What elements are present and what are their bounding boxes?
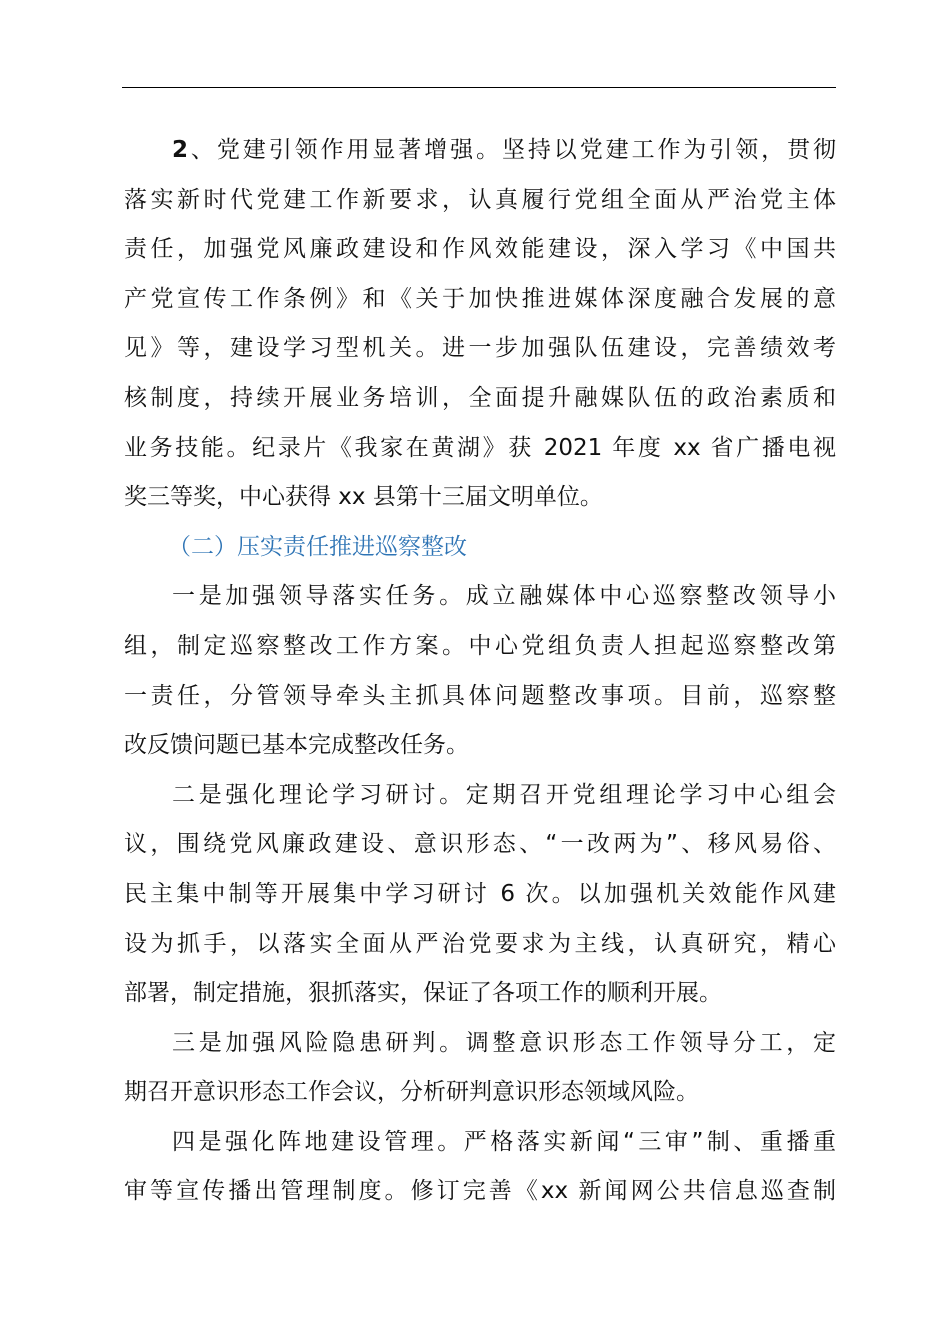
text-line: 期召开意识形态工作会议，分析研判意识形态领域风险。 xyxy=(124,1079,699,1106)
text-line: 奖三等奖，中心获得 xx 县第十三届文明单位。 xyxy=(124,484,603,511)
paragraph-leadership xyxy=(124,572,836,770)
text-line: 见》等，建设学习型机关。进一步加强队伍建设，完善绩效考 xyxy=(124,335,836,362)
document-body xyxy=(124,126,836,1217)
paragraph-position-management xyxy=(124,1118,836,1217)
text-line: 责任，加强党风廉政建设和作风效能建设，深入学习《中国共 xyxy=(124,236,836,263)
text-line: 议，围绕党风廉政建设、意识形态、“一改两为”、移风易俗、 xyxy=(124,831,836,858)
text-line: 改反馈问题已基本完成整改任务。 xyxy=(124,732,469,759)
text-line: 核制度，持续开展业务培训，全面提升融媒队伍的政治素质和 xyxy=(124,384,836,411)
text-line: 审等宣传播出管理制度。修订完善《xx 新闻网公共信息巡查制 xyxy=(124,1178,836,1205)
text-line: 一责任，分管领导牵头主抓具体问题整改事项。目前，巡察整 xyxy=(124,682,836,709)
text-line: 2、党建引领作用显著增强。坚持以党建工作为引领，贯彻 xyxy=(172,137,836,163)
header-rule xyxy=(122,87,836,88)
text-line: 民主集中制等开展集中学习研讨 6 次。以加强机关效能作风建 xyxy=(124,880,836,907)
paragraph-risk-assessment xyxy=(124,1019,836,1118)
text-line: 四是强化阵地建设管理。严格落实新闻“三审”制、重播重 xyxy=(172,1128,836,1155)
text-line: 产党宣传工作条例》和《关于加快推进媒体深度融合发展的意 xyxy=(124,285,836,312)
text-line: 业务技能。纪录片《我家在黄湖》获 2021 年度 xx 省广播电视 xyxy=(124,434,836,461)
paragraph-theory-study xyxy=(124,771,836,1019)
text-line: 一是加强领导落实任务。成立融媒体中心巡察整改领导小 xyxy=(172,583,836,610)
text-line: 落实新时代党建工作新要求，认真履行党组全面从严治党主体 xyxy=(124,186,836,213)
text-line: 三是加强风险隐患研判。调整意识形态工作领导分工，定 xyxy=(172,1029,836,1056)
text-line: 二是强化理论学习研讨。定期召开党组理论学习中心组会 xyxy=(172,781,836,808)
section-heading: （二）压实责任推进巡察整改 xyxy=(168,533,467,560)
paragraph-party-building xyxy=(124,126,836,523)
item-number: 2 xyxy=(172,137,189,163)
text-line: 设为抓手，以落实全面从严治党要求为主线，认真研究，精心 xyxy=(124,930,836,957)
text-line: 组，制定巡察整改工作方案。中心党组负责人担起巡察整改第 xyxy=(124,632,836,659)
text-line: 部署，制定措施，狠抓落实，保证了各项工作的顺利开展。 xyxy=(124,980,722,1007)
